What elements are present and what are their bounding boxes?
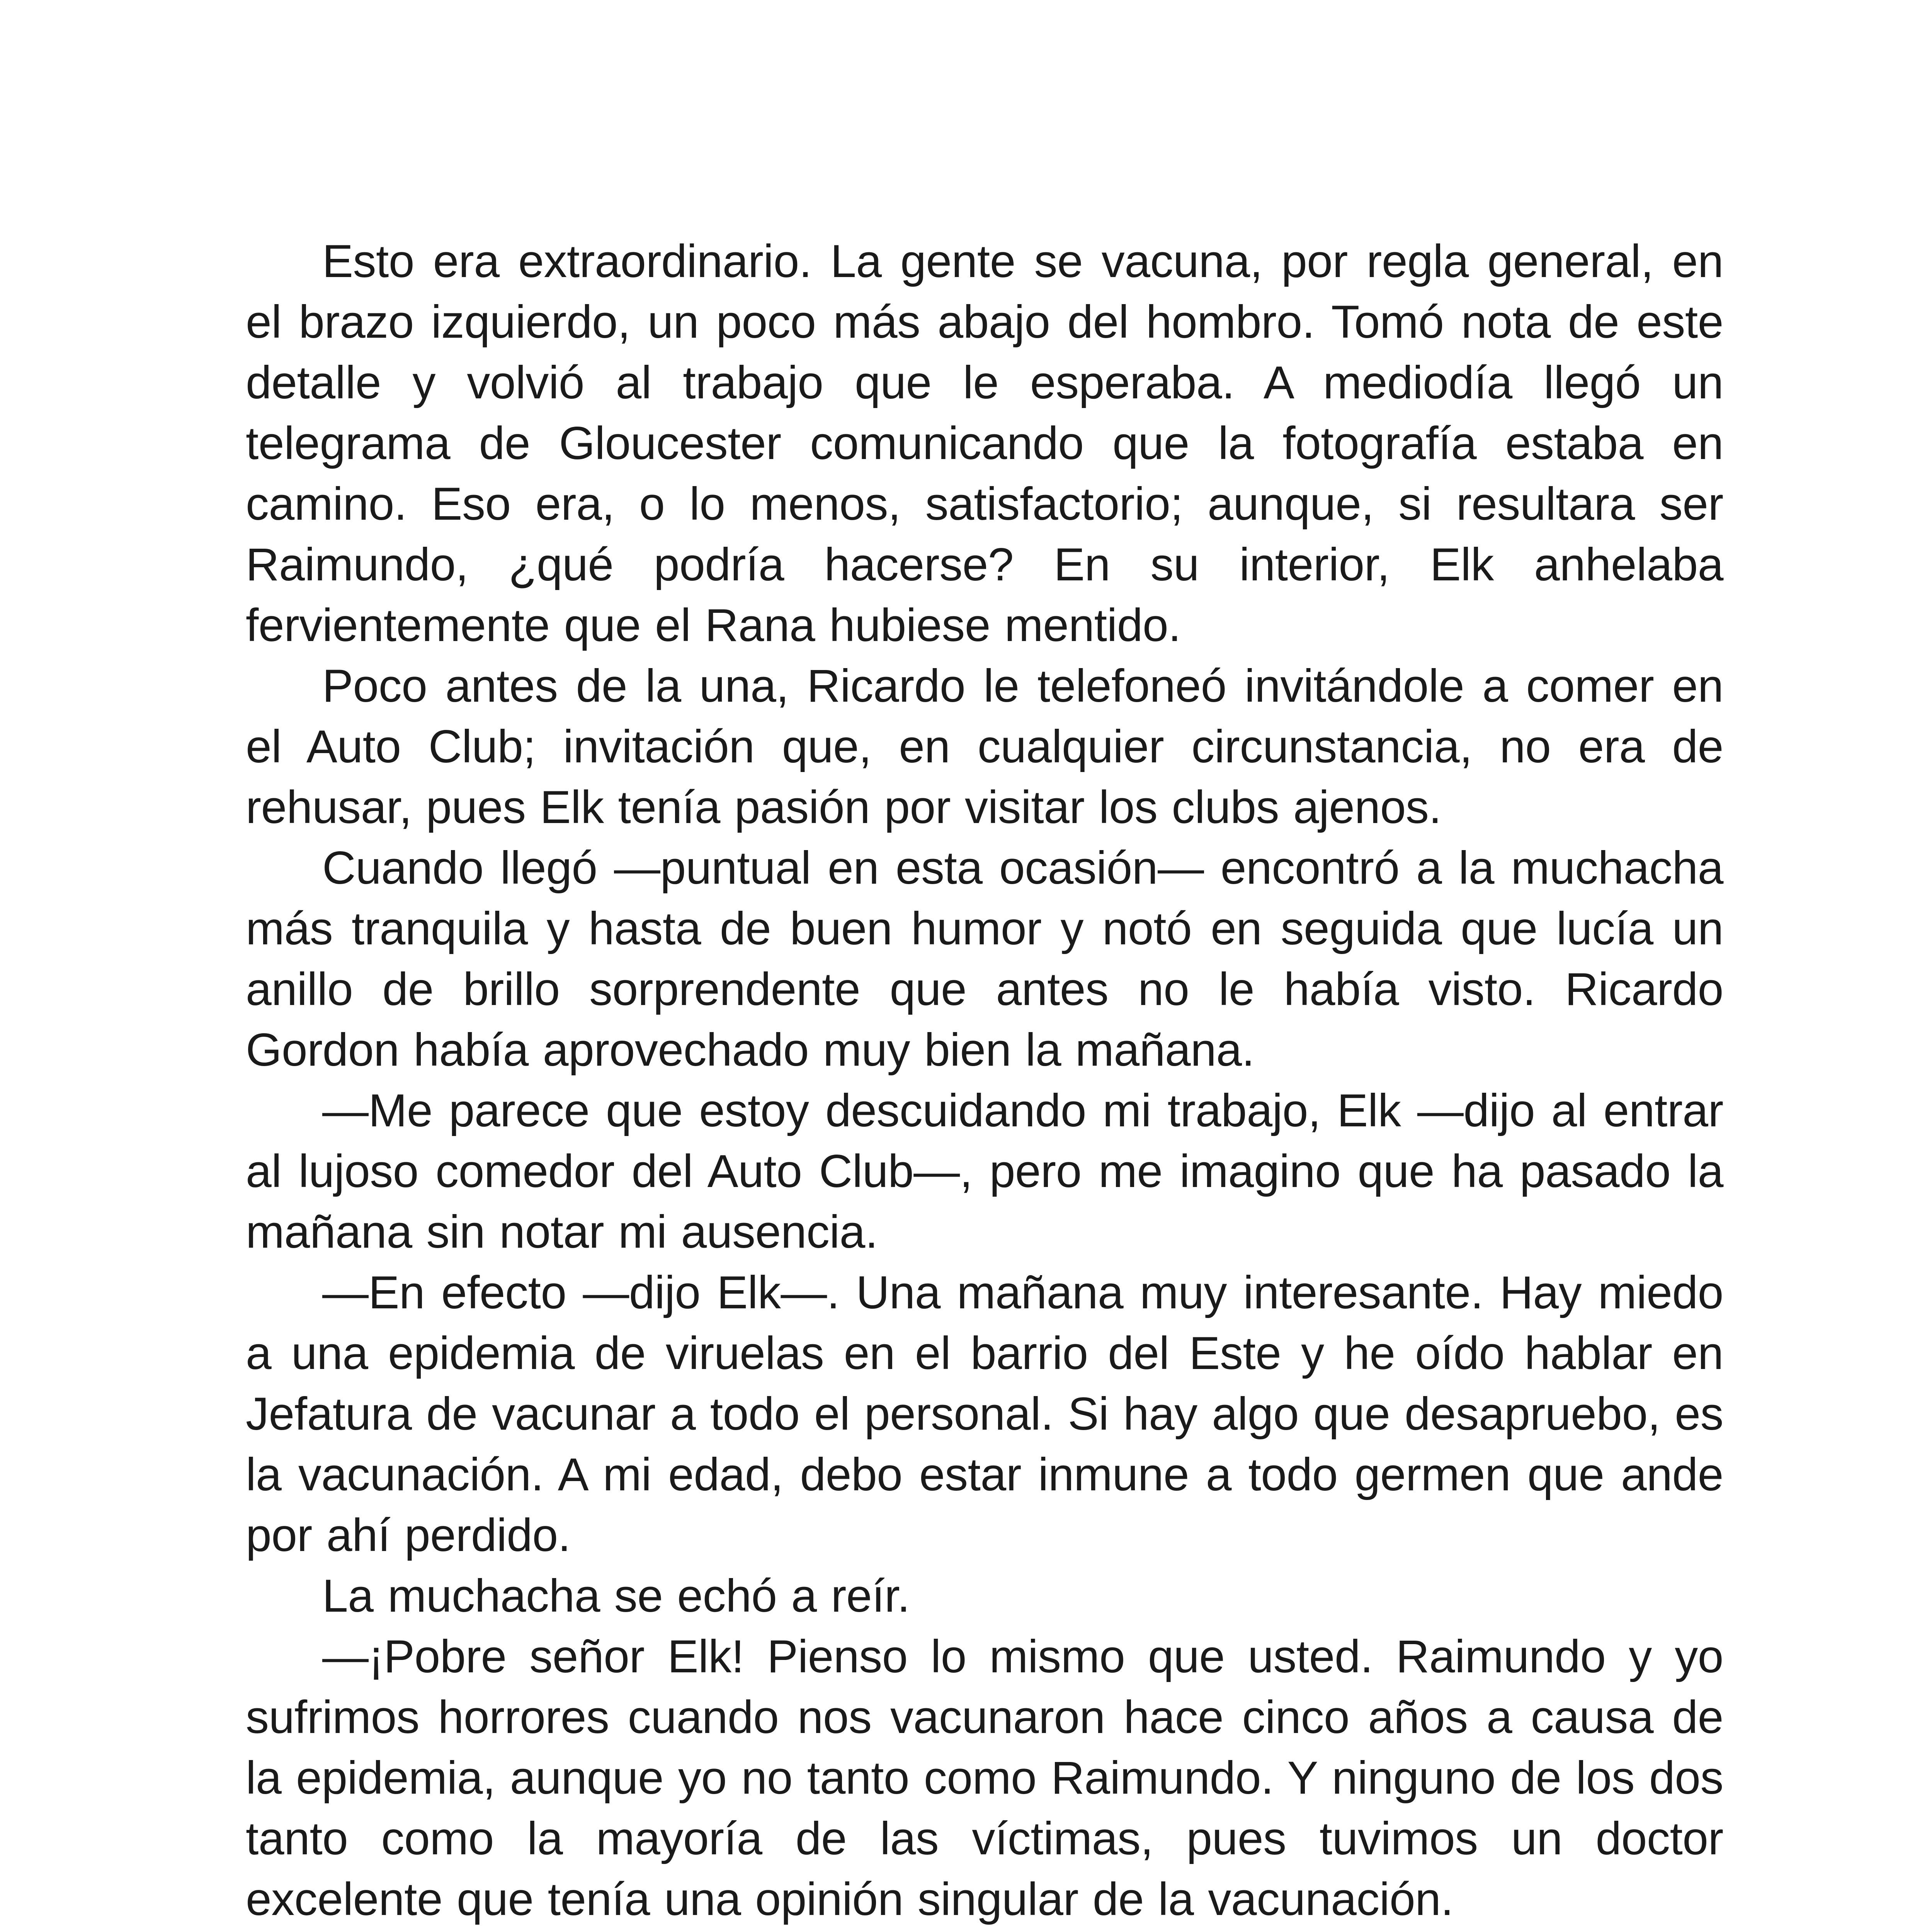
paragraph: —¡Pobre señor Elk! Pienso lo mismo que usted. Raimundo y yo sufrimos horrores cuando nos vacunaron hace cinco años a causa de la epidemia, aunque yo no tanto como Raimundo. Y ninguno de los dos tanto como la mayoría de las víctimas, pues tuvimos un doctor excelente que tenía una opinión singular de la vacunación. — [246, 1631, 1723, 1925]
paragraph: Poco antes de la una, Ricardo le telefoneó invitándole a comer en el Auto Club; invitación que, en cualquier circunstancia, no era de rehusar, pues Elk tenía pasión por visitar los clubs ajenos. — [246, 660, 1723, 833]
paragraph: Esto era extraordinario. La gente se vacuna, por regla general, en el brazo izquierdo, un poco más abajo del hombro. Tomó nota de este detalle y volvió al trabajo que le esperaba. A mediodía llegó un telegrama de Gloucester comunicando que la fotografía estaba en camino. Eso era, o lo menos, satisfactorio; aunque, si resultara ser Raimundo, ¿qué podría hacerse? En su interior, Elk anhelaba fervientemente que el Rana hubiese mentido. — [246, 235, 1723, 651]
paragraph: Cuando llegó —puntual en esta ocasión— encontró a la muchacha más tranquila y hasta de buen humor y notó en seguida que lucía un anillo de brillo sorprendente que antes no le había visto. Ricardo Gordon había aprovechado muy bien la mañana. — [246, 842, 1723, 1076]
paragraph: —Me parece que estoy descuidando mi trabajo, Elk —dijo al entrar al lujoso comedor del Auto Club—, pero me imagino que ha pasado la mañana sin notar mi ausencia. — [246, 1085, 1723, 1258]
paragraph: —En efecto —dijo Elk—. Una mañana muy interesante. Hay miedo a una epidemia de viruelas en el barrio del Este y he oído hablar en Jefatura de vacunar a todo el personal. Si hay algo que desapruebo, es la vacunación. A mi edad, debo estar inmune a todo germen que ande por ahí perdido. — [246, 1267, 1723, 1561]
paragraph: La muchacha se echó a reír. — [322, 1570, 910, 1622]
paragraph — [246, 1930, 1723, 1932]
page-body — [246, 231, 1723, 1932]
